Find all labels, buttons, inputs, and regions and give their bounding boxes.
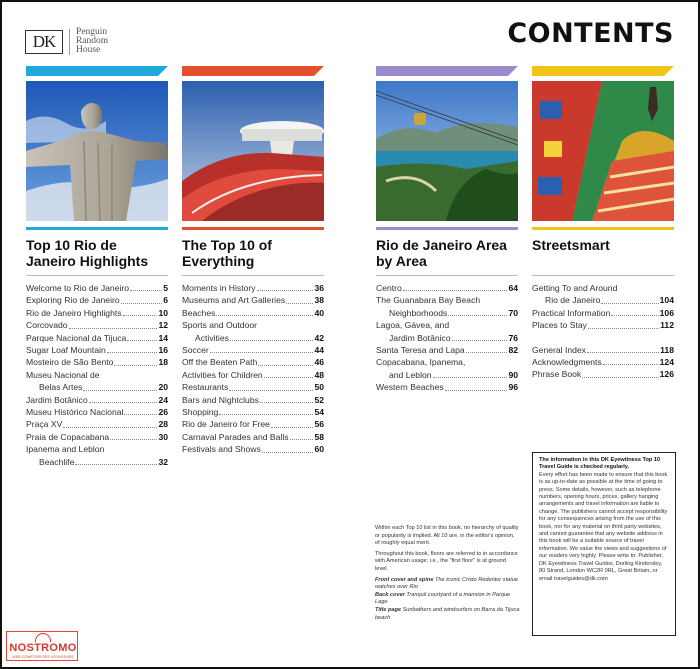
dot-leader	[603, 356, 659, 365]
toc-page-number: 14	[158, 332, 168, 343]
cristo-redentor-statue-photo	[26, 81, 168, 221]
toc-entry[interactable]	[376, 319, 518, 331]
dot-leader	[257, 282, 314, 291]
section-rule	[376, 227, 518, 230]
dot-leader	[466, 344, 508, 353]
toc-entry[interactable]	[376, 381, 518, 393]
dot-leader	[445, 381, 508, 390]
stamp-subtitle: WEB COMPTOIR DES VOYAGEURS	[12, 655, 74, 659]
dot-leader	[271, 418, 314, 427]
toc-entry[interactable]	[26, 344, 168, 356]
toc-page-number: 70	[508, 307, 518, 318]
toc-page-number: 42	[314, 332, 324, 343]
toc-entry-label: Exploring Rio de Janeiro	[26, 295, 120, 306]
toc-entry-label: Sports and Outdoor	[182, 320, 258, 331]
dot-leader	[114, 356, 157, 365]
toc-list	[26, 275, 168, 468]
toc-page-number: 60	[314, 444, 324, 455]
toc-page-number: 58	[314, 431, 324, 442]
section-title: Top 10 Rio de Janeiro Highlights	[26, 237, 149, 269]
toc-entry[interactable]	[532, 368, 674, 380]
toc-entry[interactable]	[532, 319, 674, 331]
toc-entry-label: Activities	[195, 332, 229, 343]
toc-list	[532, 275, 674, 381]
toc-entry[interactable]	[376, 294, 518, 306]
toc-page-number: 112	[660, 320, 674, 331]
toc-entry-label: Off the Beaten Path	[182, 357, 258, 368]
toc-page-number: 36	[314, 283, 324, 293]
toc-entry[interactable]	[532, 307, 674, 319]
dot-leader	[262, 443, 314, 452]
toc-entry-continuation[interactable]	[376, 307, 518, 319]
dot-leader	[121, 294, 163, 303]
toc-page-number: 90	[508, 369, 518, 380]
toc-entry[interactable]	[182, 431, 324, 443]
toc-entry-label: Lagoa, Gávea, and	[376, 320, 450, 331]
stamp-name: NOSTROMO	[9, 642, 77, 654]
toc-entry-label: Corcovado	[26, 320, 68, 331]
dot-leader	[286, 294, 313, 303]
dot-leader	[448, 307, 507, 316]
toc-entry[interactable]	[182, 307, 324, 319]
cover-credits	[375, 577, 520, 623]
section-rule	[532, 227, 674, 230]
toc-entry[interactable]	[182, 406, 324, 418]
dot-leader	[75, 456, 157, 465]
toc-entry[interactable]	[26, 356, 168, 368]
toc-entry[interactable]	[182, 418, 324, 430]
toc-entry[interactable]	[182, 344, 324, 356]
dot-leader	[219, 406, 313, 415]
toc-entry[interactable]	[532, 356, 674, 368]
toc-page-number: 6	[163, 295, 168, 306]
toc-entry-label: Museu Nacional de	[26, 369, 100, 380]
toc-entry-label: Parque Nacional da Tijuca	[26, 332, 127, 343]
disclaimer-box	[532, 452, 676, 636]
toc-entry-label: Jardim Botânico	[389, 332, 451, 343]
credit-back-cover: Back cover Tranquil courtyard of a mansion in Parque Lage	[375, 591, 511, 606]
toc-entry-label: Belas Artes	[39, 382, 83, 393]
dot-leader	[89, 394, 158, 403]
section-title: Rio de Janeiro Area by Area	[376, 237, 507, 269]
toc-entry[interactable]	[182, 319, 324, 331]
toc-entry-label: Acknowledgments	[532, 357, 602, 368]
section-top10-everything	[182, 66, 324, 456]
dot-leader	[107, 344, 158, 353]
toc-entry-label: Festivals and Shows	[182, 444, 261, 455]
toc-entry[interactable]	[26, 394, 168, 406]
toc-page-number: 64	[508, 283, 518, 293]
globe-icon	[35, 633, 51, 642]
toc-entry[interactable]	[26, 294, 168, 306]
toc-page-number: 40	[314, 307, 324, 318]
toc-entry-label: Beachlife	[39, 456, 75, 467]
nostromo-stamp	[6, 631, 78, 661]
dot-leader	[123, 307, 158, 316]
dot-leader	[216, 307, 313, 316]
toc-entry[interactable]	[182, 356, 324, 368]
toc-entry-label: Mosteiro de São Bento	[26, 357, 114, 368]
toc-entry-label: Restaurants	[182, 382, 229, 393]
toc-entry-label: Bars and Nightclubs	[182, 394, 259, 405]
toc-entry-label: Praia de Copacabana	[26, 431, 110, 442]
toc-entry-label: Sugar Loaf Mountain	[26, 345, 106, 356]
toc-entry-label: Rio de Janeiro	[545, 295, 601, 306]
dot-leader	[230, 332, 314, 341]
toc-page-number: 24	[158, 394, 168, 405]
toc-page-number: 106	[659, 307, 674, 318]
toc-page-number: 82	[508, 345, 518, 356]
dot-leader	[210, 344, 314, 353]
sugar-loaf-cable-car-photo	[376, 81, 518, 221]
toc-entry-continuation[interactable]	[26, 456, 168, 468]
toc-page-number: 50	[314, 382, 324, 393]
toc-page-number: 46	[314, 357, 324, 368]
toc-page-number: 26	[158, 407, 168, 418]
dot-leader	[258, 356, 313, 365]
disclaimer-lead: The information in this DK Eyewitness Top 10 Travel Guide is checked regularly.	[539, 457, 661, 471]
toc-list	[182, 275, 324, 456]
dot-leader	[588, 319, 659, 328]
toc-entry-label: Phrase Book	[532, 369, 582, 380]
dot-leader	[229, 381, 313, 390]
dot-leader	[433, 369, 508, 378]
dot-leader	[452, 332, 508, 341]
dot-leader	[83, 381, 157, 390]
dot-leader	[260, 394, 314, 403]
toc-page-number: 104	[659, 295, 674, 306]
toc-entry[interactable]	[182, 294, 324, 306]
toc-entry-label: Practical Information	[532, 307, 611, 318]
section-streetsmart	[532, 66, 674, 381]
toc-entry[interactable]	[532, 344, 674, 356]
dot-leader	[611, 307, 658, 316]
toc-page-number: 16	[158, 345, 168, 356]
selaron-steps-photo	[532, 81, 674, 221]
dot-leader	[582, 368, 658, 377]
toc-page-number: 52	[314, 394, 324, 405]
toc-entry[interactable]	[182, 369, 324, 381]
section-title: The Top 10 of Everything	[182, 237, 272, 269]
toc-page-number: 38	[314, 295, 324, 306]
toc-entry-label: Welcome to Rio de Janeiro	[26, 283, 130, 293]
toc-entry[interactable]	[26, 443, 168, 455]
page-title: CONTENTS	[507, 18, 674, 49]
toc-page-number: 30	[158, 431, 168, 442]
section-area-by-area	[376, 66, 518, 394]
dot-leader	[127, 332, 157, 341]
credit-front-cover: Front cover and spine The iconic Cristo Redentor statue watches over Rio	[375, 576, 519, 591]
toc-page-number: 56	[314, 419, 324, 430]
toc-entry-label: Activities for Children	[182, 369, 263, 380]
toc-entry-label: Places to Stay	[532, 320, 587, 331]
toc-page-number: 12	[158, 320, 168, 331]
dot-leader	[587, 344, 659, 353]
logo-divider	[69, 29, 70, 55]
toc-page-number: 10	[158, 307, 168, 318]
notes-floors: Throughout this book, floors are referred to in accordance with American usage; i.e., the "first floor" is at ground level.	[375, 550, 518, 572]
toc-entry[interactable]	[26, 406, 168, 418]
toc-entry-label: The Guanabara Bay Beach	[376, 295, 481, 306]
toc-entry[interactable]	[376, 282, 518, 294]
toc-entry-label: Museu Histórico Nacional	[26, 407, 124, 418]
toc-entry-label: Centro	[376, 283, 402, 293]
credit-title-page: Title page Sunbathers and windsurfers on Barra da Tijuca beach	[375, 606, 520, 621]
section-rule	[26, 227, 168, 230]
dot-leader	[290, 431, 314, 440]
toc-page-number: 28	[158, 419, 168, 430]
section-rule	[182, 227, 324, 230]
niteroi-museum-ramp-photo	[182, 81, 324, 221]
section-color-bar	[26, 66, 168, 76]
toc-list	[376, 275, 518, 394]
toc-page-number: 48	[314, 369, 324, 380]
toc-entry-continuation[interactable]	[26, 381, 168, 393]
toc-page-number: 118	[660, 344, 674, 355]
toc-entry[interactable]	[182, 282, 324, 294]
toc-entry-label: Beaches	[182, 307, 216, 318]
toc-entry[interactable]	[532, 282, 674, 294]
dk-logo: DK	[25, 30, 63, 54]
toc-entry[interactable]	[182, 443, 324, 455]
toc-entry[interactable]	[376, 356, 518, 368]
toc-entry-label: Museums and Art Galleries	[182, 295, 286, 306]
toc-entry-label: Santa Teresa and Lapa	[376, 345, 465, 356]
toc-entry-continuation[interactable]	[376, 332, 518, 344]
list-spacer	[532, 332, 674, 344]
toc-entry-label: Soccer	[182, 345, 209, 356]
toc-entry[interactable]	[376, 344, 518, 356]
section-color-bar	[532, 66, 674, 76]
disclaimer-body: Every effort has been made to ensure that this book is as up-to-date as possible at the time of going to press. Some details, however, such as telephone numbers, opening hours, prices, gallery hanging arrangements and travel information are liable to change. The publishers cannot accept responsibility for any consequences arising from the use of this book, nor for any material on third party websites, and cannot guarantee that any website address in this book will be a suitable source of travel information. We value the views and suggestions of our readers very highly. Please write to: Publisher, DK Eyewitness Travel Guides, Dorling Kindersley, 80 Strand, London WC2R 0RL, Great Britain, or email travelguides@dk.com	[539, 471, 668, 582]
toc-entry[interactable]	[26, 332, 168, 344]
usage-notes	[375, 525, 520, 622]
toc-entry-label: Getting To and Around	[532, 283, 618, 293]
toc-entry-label: Ipanema and Leblon	[26, 444, 105, 455]
toc-entry-label: Shopping	[182, 407, 219, 418]
toc-page-number: 18	[158, 357, 168, 368]
toc-entry-label: Western Beaches	[376, 382, 444, 393]
toc-page-number: 76	[508, 332, 518, 343]
publisher-logo	[25, 28, 108, 55]
toc-entry[interactable]	[182, 381, 324, 393]
toc-entry-continuation[interactable]	[376, 369, 518, 381]
toc-page-number: 44	[314, 345, 324, 356]
toc-entry-label: Praça XV	[26, 419, 63, 430]
dot-leader	[130, 282, 162, 291]
toc-entry[interactable]	[26, 319, 168, 331]
toc-entry[interactable]	[26, 282, 168, 294]
toc-entry-label: Rio de Janeiro for Free	[182, 419, 270, 430]
toc-entry-label: Rio de Janeiro Highlights	[26, 307, 122, 318]
toc-page-number: 32	[158, 456, 168, 467]
toc-page-number: 5	[163, 283, 168, 293]
toc-entry[interactable]	[182, 394, 324, 406]
toc-entry-label: Neighborhoods	[389, 307, 448, 318]
dot-leader	[63, 418, 157, 427]
section-color-bar	[376, 66, 518, 76]
dot-leader	[69, 319, 158, 328]
toc-page-number: 126	[659, 369, 674, 380]
toc-page-number: 96	[508, 382, 518, 393]
dot-leader	[403, 282, 508, 291]
toc-entry-label: Jardim Botânico	[26, 394, 88, 405]
dot-leader	[110, 431, 157, 440]
toc-page-number: 54	[314, 407, 324, 418]
toc-page-number: 124	[659, 357, 674, 368]
toc-entry-label: General Index	[532, 344, 586, 355]
imprint-name: Penguin Random House	[76, 27, 109, 55]
toc-entry[interactable]	[26, 418, 168, 430]
section-title: Streetsmart	[532, 237, 610, 253]
toc-entry[interactable]	[26, 431, 168, 443]
notes-hierarchy: Within each Top 10 list in this book, no hierarchy of quality or popularity is implied. All 10 are, in the editor's opinion, of roughly equal merit.	[375, 525, 519, 547]
toc-entry-continuation[interactable]	[532, 294, 674, 306]
dot-leader	[601, 294, 658, 303]
toc-entry-continuation[interactable]	[182, 332, 324, 344]
dot-leader	[264, 369, 314, 378]
toc-entry[interactable]	[26, 369, 168, 381]
toc-page-number: 20	[158, 382, 168, 393]
section-color-bar	[182, 66, 324, 76]
toc-entry-label: and Leblon	[389, 369, 432, 380]
toc-entry-label: Moments in History	[182, 283, 256, 293]
toc-entry-label: Copacabana, Ipanema,	[376, 357, 466, 368]
toc-entry[interactable]	[26, 307, 168, 319]
dot-leader	[124, 406, 157, 415]
section-highlights	[26, 66, 168, 468]
toc-entry-label: Carnaval Parades and Balls	[182, 431, 289, 442]
